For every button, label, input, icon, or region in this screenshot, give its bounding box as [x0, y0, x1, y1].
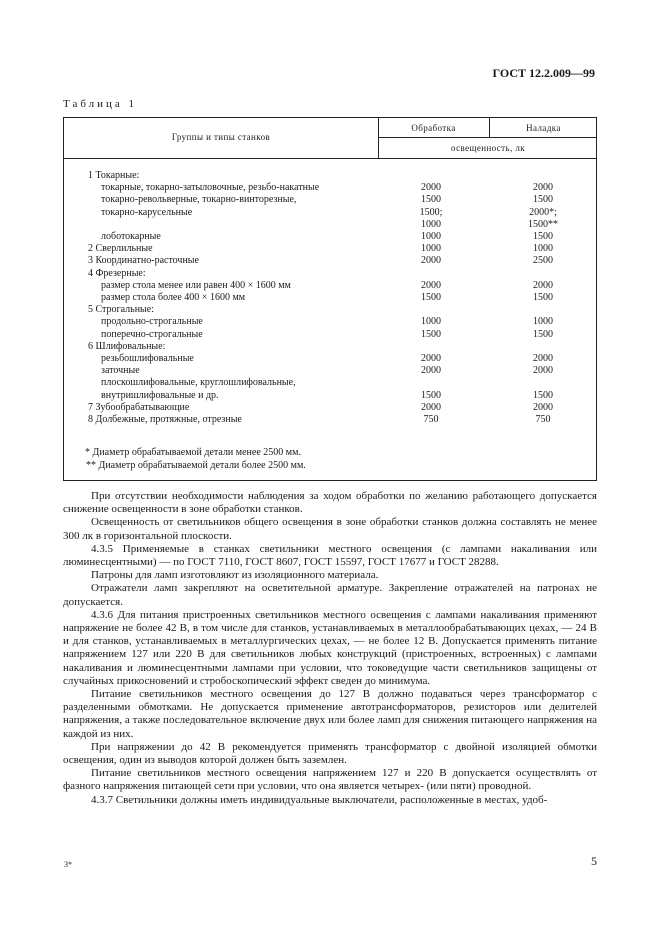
- table-row: [64, 182, 596, 194]
- paragraph: Отражатели ламп закрепляют на осветительной арматуре. Закрепление отражателей на патронах не допускается.: [63, 582, 597, 608]
- table-row: [64, 304, 596, 316]
- cell-setup: 2000: [533, 401, 553, 413]
- cell-group: 5 Строгальные:: [88, 304, 154, 316]
- paragraph: 4.3.5 Применяемые в станках светильники местного освещения (с лампами накаливания или люминесцентными) — по ГОСТ 7110, ГОСТ 8607, ГОСТ 15597, ГОСТ 17677 и ГОСТ 28288.: [63, 542, 597, 569]
- cell-processing: 1000: [421, 243, 441, 255]
- table-row: [64, 255, 596, 267]
- table-row: [64, 353, 596, 365]
- cell-processing: 2000: [421, 353, 441, 364]
- cell-group: размер стола более 400 × 1600 мм: [101, 292, 246, 303]
- page-number: 5: [591, 854, 597, 868]
- cell-processing: 2000: [421, 401, 441, 413]
- cell-group: 2 Сверлильные: [88, 243, 153, 255]
- cell-setup: 1500: [533, 328, 553, 340]
- table-row: [64, 329, 596, 341]
- cell-processing: 1000: [421, 231, 441, 242]
- table-row: [64, 219, 596, 231]
- cell-processing: 750: [423, 414, 439, 425]
- cell-group: резьбошлифовальные: [101, 353, 194, 364]
- table-row: [64, 341, 596, 353]
- paragraph: При напряжении до 42 В рекомендуется применять трансформатор с двойной изоляцией обмотки освещения, один из выводов которой должен быть заземлен.: [63, 740, 597, 767]
- cell-setup: 2500: [533, 255, 553, 267]
- table-notes: [85, 446, 306, 472]
- table-note: * Диаметр обрабатываемой детали менее 2500 мм.: [85, 447, 301, 458]
- body-text: [63, 490, 597, 807]
- paragraph: 4.3.7 Светильники должны иметь индивидуальные выключатели, расположенные в местах, удоб-: [91, 793, 548, 806]
- cell-group: размер стола менее или равен 400 × 1600 мм: [101, 279, 291, 291]
- cell-processing: 2000: [421, 279, 441, 291]
- cell-group: плоскошлифовальные, круглошлифовальные,: [101, 377, 296, 389]
- table-note: ** Диаметр обрабатываемой детали более 2500 мм.: [86, 460, 306, 471]
- header-group: Группы и типы станков: [171, 132, 271, 142]
- cell-processing: 1500: [421, 292, 441, 303]
- cell-processing: 1500: [421, 194, 441, 206]
- table-row: [64, 280, 596, 292]
- cell-processing: 1000: [421, 218, 441, 230]
- table-caption: Таблица 1: [63, 98, 138, 110]
- cell-processing: 1500: [421, 389, 441, 401]
- paragraph: Освещенность от светильников общего освещения в зоне обработки станков должна составлять не менее 300 лк в горизонтальной плоскости.: [63, 516, 597, 542]
- table-row: [64, 292, 596, 304]
- cell-setup: 2000: [533, 182, 553, 194]
- table-row: [64, 243, 596, 255]
- paragraph: Патроны для ламп изготовляют из изоляционного материала.: [91, 569, 379, 582]
- cell-setup: 1500**: [528, 218, 558, 230]
- table-row: [64, 316, 596, 328]
- paragraph: 4.3.6 Для питания пристроенных светильников местного освещения с лампами накаливания применяют напряжение не более 42 В, в том числе для станков, устанавливаемых в металлообрабатывающих цехах, — 24 В и для станков, устанавливаемых в металлургических цехах, — не более 12 В. Допускается применять питание напряжением 127 или 220 В для светильников любых конструкций (пристроенных, встроенных) с лампами накаливания и люминесцентными лампами при условии, что токоведущие части светильников защищены от случайных прикосновений и стробоскопический эффект сведен до минимума.: [63, 608, 597, 687]
- paragraph: Питание светильников местного освещения напряжением 127 и 220 В допускается осуществлять от фазного напряжения питающей сети при условии, что она является четырех- (или пяти) проводной.: [63, 767, 597, 793]
- cell-group: поперечно-строгальные: [101, 328, 203, 340]
- table-row: [64, 194, 596, 206]
- cell-group: 1 Токарные:: [88, 170, 140, 181]
- table-row: [64, 268, 596, 280]
- table-row: [64, 207, 596, 219]
- cell-setup: 1500: [533, 389, 553, 401]
- cell-group: продольно-строгальные: [101, 316, 203, 328]
- sheet-mark: 3*: [64, 860, 72, 869]
- cell-setup: 2000*;: [529, 206, 557, 218]
- paragraph: При отсутствии необходимости наблюдения за ходом обработки по желанию работающего допускается снижение освещенности в зоне обработки станков.: [63, 490, 597, 516]
- cell-setup: 1500: [533, 194, 553, 206]
- cell-processing: 1500;: [419, 206, 443, 218]
- cell-processing: 2000: [421, 255, 441, 267]
- cell-setup: 750: [535, 414, 551, 425]
- standard-designation: ГОСТ 12.2.009—99: [492, 66, 595, 80]
- cell-group: заточные: [101, 365, 140, 377]
- cell-group: токарные, токарно-затыловочные, резьбо-накатные: [101, 182, 320, 194]
- cell-group: лоботокарные: [101, 231, 161, 242]
- cell-setup: 1000: [533, 316, 553, 328]
- table-row: [64, 390, 596, 402]
- paragraph: Питание светильников местного освещения до 127 В должно подаваться через трансформатор с разделенными обмотками. Не допускается применение автотрансформаторов, резисторов или делителей напряжения, а также последовательное включение двух или более ламп для снижения питающего напряжения на каждой из них.: [63, 688, 597, 740]
- table-row: [64, 231, 596, 243]
- cell-processing: 2000: [421, 182, 441, 194]
- cell-group: токарно-карусельные: [101, 206, 193, 218]
- cell-setup: 1500: [533, 292, 553, 303]
- cell-group: 3 Координатно-расточные: [88, 255, 199, 267]
- cell-group: токарно-револьверные, токарно-винторезные,: [101, 194, 297, 206]
- illuminance-table: [63, 117, 597, 481]
- table-row: [64, 402, 596, 414]
- cell-setup: 2000: [533, 365, 553, 377]
- cell-processing: 1500: [421, 328, 441, 340]
- header-units: освещенность, лк: [451, 143, 525, 153]
- table-row: [64, 365, 596, 377]
- cell-setup: 1000: [533, 243, 553, 255]
- cell-setup: 2000: [533, 353, 553, 364]
- table-row: [64, 414, 596, 426]
- cell-group: 7 Зубообрабатывающие: [88, 401, 190, 413]
- header-processing: Обработка: [411, 123, 456, 133]
- cell-setup: 1500: [533, 231, 553, 242]
- header-setup: Наладка: [526, 123, 561, 133]
- table-row: [64, 377, 596, 389]
- cell-group: 6 Шлифовальные:: [88, 340, 166, 352]
- cell-group: 8 Долбежные, протяжные, отрезные: [88, 414, 242, 425]
- cell-setup: 2000: [533, 279, 553, 291]
- cell-group: 4 Фрезерные:: [88, 267, 146, 279]
- cell-processing: 2000: [421, 365, 441, 377]
- table-row: [64, 170, 596, 182]
- cell-group: внутришлифовальные и др.: [101, 389, 219, 401]
- cell-processing: 1000: [421, 316, 441, 328]
